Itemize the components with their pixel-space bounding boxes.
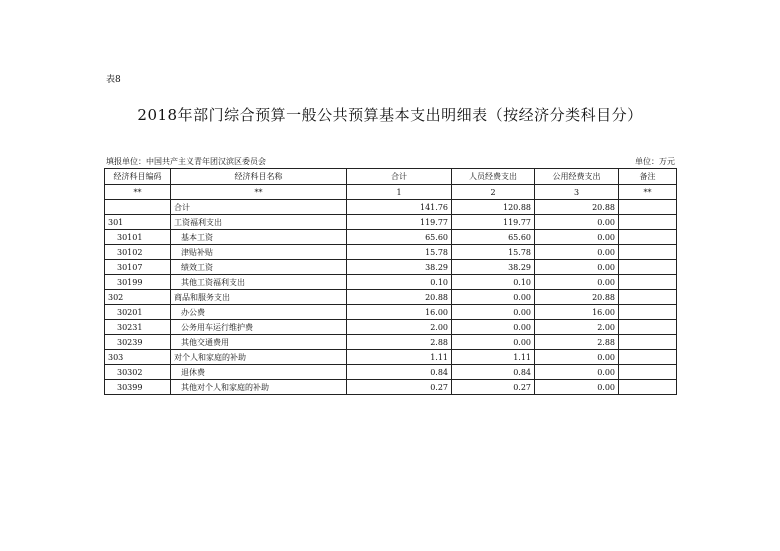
- cell-name: 对个人和家庭的补助: [171, 350, 347, 365]
- table-row: [105, 260, 677, 275]
- index-public: 3: [535, 185, 619, 200]
- cell-code: 30102: [105, 245, 171, 260]
- cell-public: 0.00: [535, 230, 619, 245]
- cell-total: 2.00: [347, 320, 452, 335]
- cell-total: 0.27: [347, 380, 452, 395]
- cell-note: [619, 215, 677, 230]
- cell-total: 1.11: [347, 350, 452, 365]
- cell-note: [619, 335, 677, 350]
- cell-total: 119.77: [347, 215, 452, 230]
- cell-public: 0.00: [535, 275, 619, 290]
- table-row: [105, 365, 677, 380]
- cell-name: 公务用车运行维护费: [171, 320, 347, 335]
- cell-code: 30231: [105, 320, 171, 335]
- cell-name: 其他对个人和家庭的补助: [171, 380, 347, 395]
- table-row: [105, 245, 677, 260]
- cell-code: 302: [105, 290, 171, 305]
- cell-personnel: 0.27: [452, 380, 535, 395]
- cell-code: 30199: [105, 275, 171, 290]
- reporting-unit: 填报单位：中国共产主义青年团汉滨区委员会: [106, 157, 266, 166]
- cell-public: 0.00: [535, 365, 619, 380]
- table-row: [105, 200, 677, 215]
- header-row: [105, 169, 677, 185]
- cell-note: [619, 260, 677, 275]
- cell-total: 15.78: [347, 245, 452, 260]
- header-code: 经济科目编码: [105, 169, 171, 185]
- index-code: **: [105, 185, 171, 200]
- cell-code: 30107: [105, 260, 171, 275]
- index-total: 1: [347, 185, 452, 200]
- cell-note: [619, 290, 677, 305]
- cell-note: [619, 380, 677, 395]
- index-note: **: [619, 185, 677, 200]
- cell-public: 2.00: [535, 320, 619, 335]
- table-row: [105, 215, 677, 230]
- table-row: [105, 290, 677, 305]
- cell-public: 0.00: [535, 215, 619, 230]
- cell-note: [619, 305, 677, 320]
- table-row: [105, 335, 677, 350]
- cell-note: [619, 350, 677, 365]
- cell-note: [619, 275, 677, 290]
- index-name: **: [171, 185, 347, 200]
- cell-total: 0.84: [347, 365, 452, 380]
- cell-public: 2.88: [535, 335, 619, 350]
- cell-note: [619, 365, 677, 380]
- table-row: [105, 320, 677, 335]
- cell-personnel: 0.84: [452, 365, 535, 380]
- cell-note: [619, 245, 677, 260]
- cell-name: 商品和服务支出: [171, 290, 347, 305]
- table-row: [105, 350, 677, 365]
- cell-personnel: 0.00: [452, 335, 535, 350]
- currency-unit: 单位：万元: [635, 157, 675, 166]
- cell-total: 20.88: [347, 290, 452, 305]
- cell-total: 0.10: [347, 275, 452, 290]
- cell-total: 2.88: [347, 335, 452, 350]
- cell-personnel: 65.60: [452, 230, 535, 245]
- table-row: [105, 275, 677, 290]
- cell-personnel: 15.78: [452, 245, 535, 260]
- cell-personnel: 0.10: [452, 275, 535, 290]
- cell-note: [619, 200, 677, 215]
- cell-public: 16.00: [535, 305, 619, 320]
- cell-total: 16.00: [347, 305, 452, 320]
- index-personnel: 2: [452, 185, 535, 200]
- cell-name: 退休费: [171, 365, 347, 380]
- expenditure-table: [104, 168, 677, 395]
- cell-personnel: 120.88: [452, 200, 535, 215]
- cell-code: 30101: [105, 230, 171, 245]
- header-total: 合计: [347, 169, 452, 185]
- cell-name: 其他工资福利支出: [171, 275, 347, 290]
- table-row: [105, 305, 677, 320]
- cell-name: 绩效工资: [171, 260, 347, 275]
- cell-public: 20.88: [535, 290, 619, 305]
- cell-total: 65.60: [347, 230, 452, 245]
- cell-name: 办公费: [171, 305, 347, 320]
- cell-public: 0.00: [535, 350, 619, 365]
- table-body: [105, 200, 677, 395]
- cell-note: [619, 230, 677, 245]
- table-row: [105, 230, 677, 245]
- cell-total: 38.29: [347, 260, 452, 275]
- cell-code: 303: [105, 350, 171, 365]
- table-number: 表8: [106, 75, 121, 85]
- cell-public: 20.88: [535, 200, 619, 215]
- cell-code: 30302: [105, 365, 171, 380]
- cell-personnel: 38.29: [452, 260, 535, 275]
- cell-personnel: 1.11: [452, 350, 535, 365]
- cell-name: 津贴补贴: [171, 245, 347, 260]
- cell-public: 0.00: [535, 245, 619, 260]
- cell-name: 其他交通费用: [171, 335, 347, 350]
- cell-code: [105, 200, 171, 215]
- cell-note: [619, 320, 677, 335]
- cell-personnel: 0.00: [452, 290, 535, 305]
- cell-code: 301: [105, 215, 171, 230]
- header-name: 经济科目名称: [171, 169, 347, 185]
- cell-personnel: 119.77: [452, 215, 535, 230]
- cell-code: 30399: [105, 380, 171, 395]
- header-public: 公用经费支出: [535, 169, 619, 185]
- cell-code: 30239: [105, 335, 171, 350]
- cell-name: 合计: [171, 200, 347, 215]
- cell-name: 工资福利支出: [171, 215, 347, 230]
- cell-public: 0.00: [535, 260, 619, 275]
- cell-total: 141.76: [347, 200, 452, 215]
- cell-name: 基本工资: [171, 230, 347, 245]
- cell-personnel: 0.00: [452, 305, 535, 320]
- header-note: 备注: [619, 169, 677, 185]
- table-row: [105, 380, 677, 395]
- cell-code: 30201: [105, 305, 171, 320]
- cell-personnel: 0.00: [452, 320, 535, 335]
- header-personnel: 人员经费支出: [452, 169, 535, 185]
- cell-public: 0.00: [535, 380, 619, 395]
- index-row: [105, 185, 677, 200]
- page-title: 2018年部门综合预算一般公共预算基本支出明细表（按经济分类科目分）: [137, 106, 643, 124]
